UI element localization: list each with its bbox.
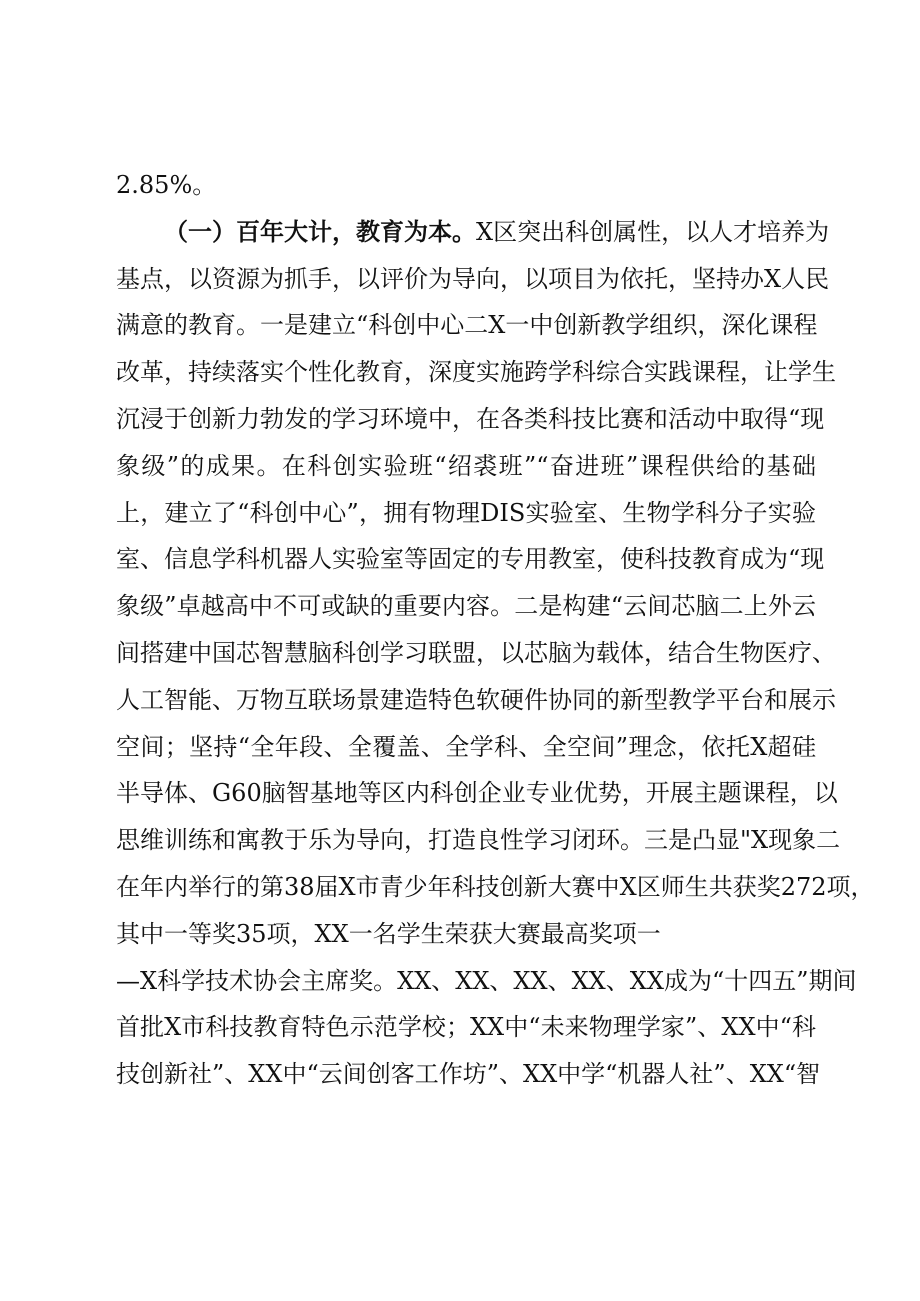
text-line: —X科学技术协会主席奖。XX、XX、XX、XX、XX成为“十四五”期间 [116,966,857,995]
text-line: 象级”的成果。在科创实验班“绍裘班”“奋进班”课程供给的基础 [116,451,816,480]
body-text [116,162,875,1098]
text-line: 2.85%。 [116,171,217,199]
text-line: 象级”卓越高中不可或缺的重要内容。二是构建“云间芯脑二上外云 [116,592,816,621]
text-line: 人工智能、万物互联场景建造特色软硬件协同的新型教学平台和展示 [116,685,836,714]
text-line: 上，建立了“科创中心”，拥有物理DIS实验室、生物学科分子实验 [116,498,816,527]
text-line: 间搭建中国芯智慧脑科创学习联盟，以芯脑为载体，结合生物医疗、 [116,638,836,667]
section-heading: （一）百年大计，教育为本。 [164,216,476,246]
text-line: 沉浸于创新力勃发的学习环境中，在各类科技比赛和活动中取得“现 [116,404,825,433]
text-line: 在年内举行的第38届X市青少年科技创新大赛中X区师生共获奖272项， [116,872,875,901]
text-line: 半导体、G60脑智基地等区内科创企业专业优势，开展主题课程，以 [116,779,838,808]
text-line: 满意的教育。一是建立“科创中心二X一中创新教学组织，深化课程 [116,311,818,340]
text-line: 首批X市科技教育特色示范学校；XX中“未来物理学家”、XX中“科 [116,1013,816,1042]
text-line: 基点，以资源为抓手，以评价为导向，以项目为依托，坚持办X人民 [116,264,830,293]
text-line: 改革，持续落实个性化教育，深度实施跨学科综合实践课程，让学生 [116,358,836,387]
text-line: 技创新社”、XX中“云间创客工作坊”、XX中学“机器人社”、XX“智 [116,1060,821,1089]
text-line: 思维训练和寓教于乐为导向，打造良性学习闭环。三是凸显"X现象二 [116,826,841,855]
heading-line-text: X区突出科创属性，以人才培养为 [476,217,830,246]
text-line: 其中一等奖35项，XX一名学生荣获大赛最高奖项一 [116,919,661,948]
section-heading-line [116,209,830,256]
text-line: 室、信息学科机器人实验室等固定的专用教室，使科技教育成为“现 [116,545,825,574]
text-line: 空间；坚持“全年段、全覆盖、全学科、全空间”理念，依托X超硅 [116,732,816,761]
